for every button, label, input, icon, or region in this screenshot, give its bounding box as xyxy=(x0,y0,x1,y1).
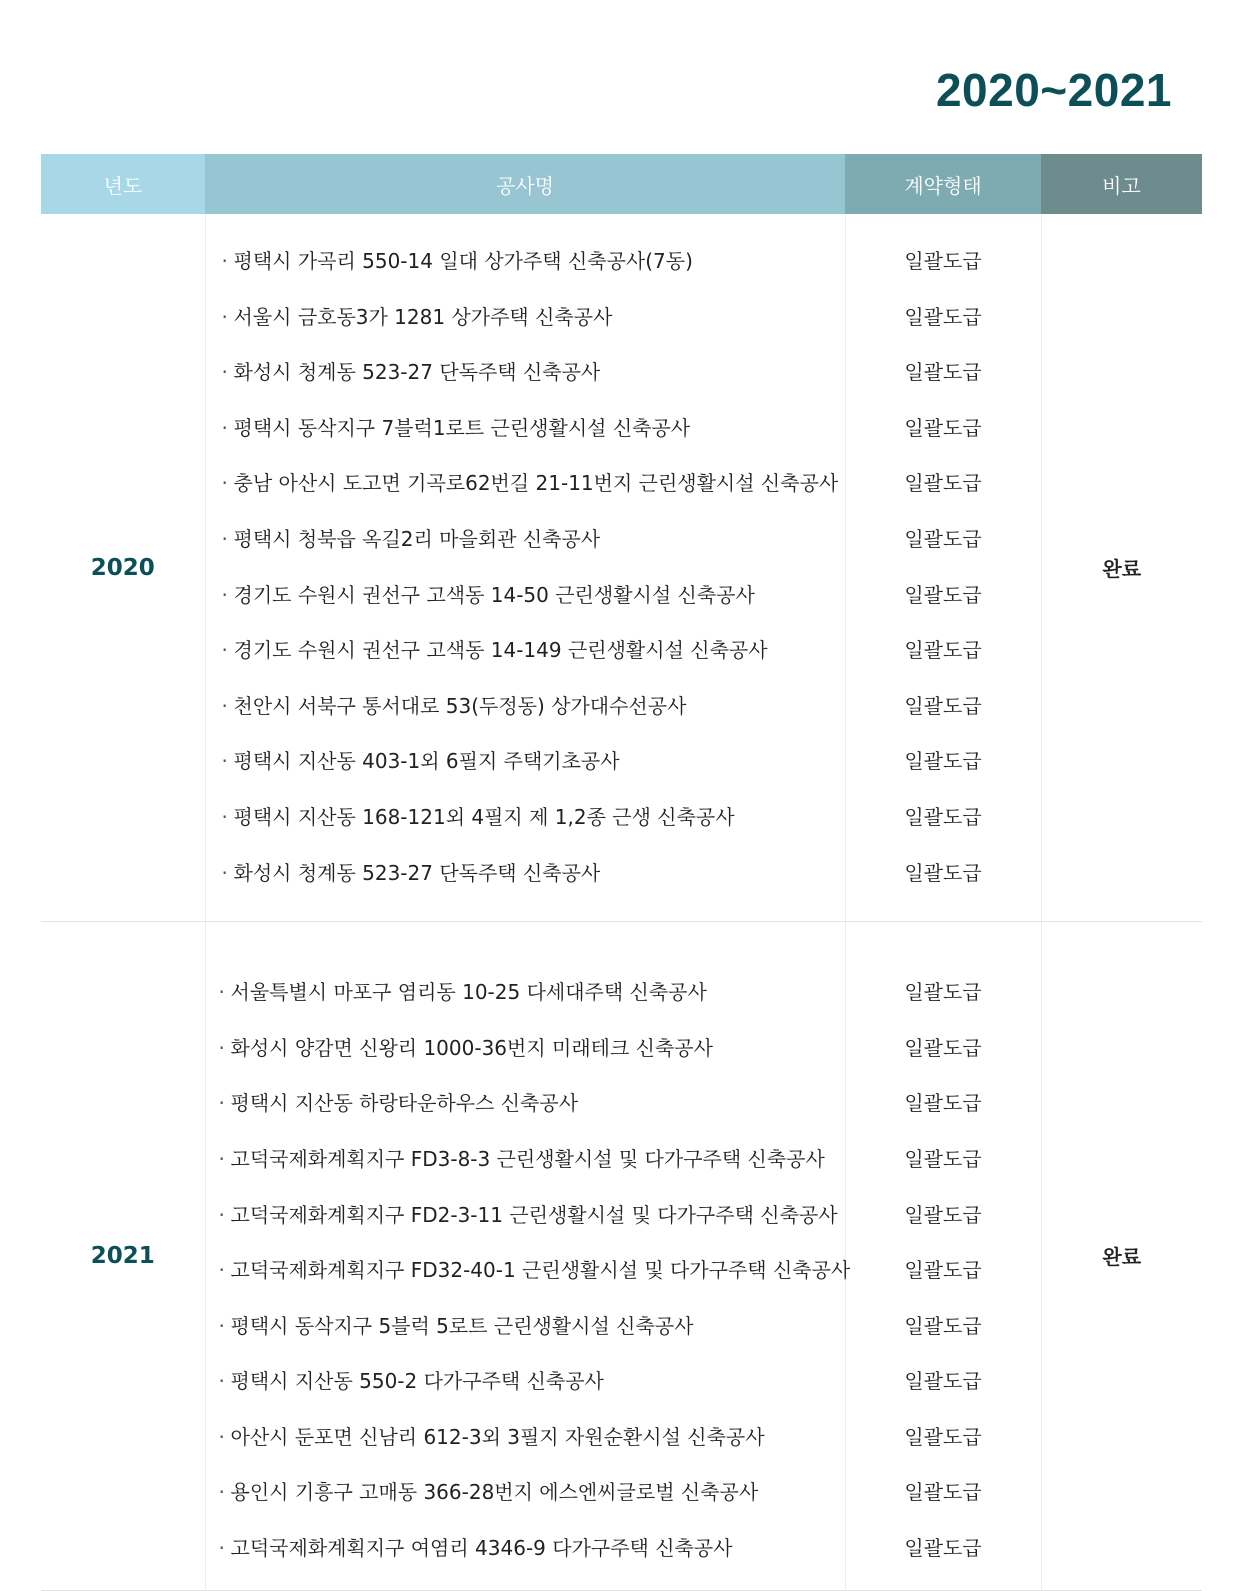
project-name-item: · 화성시 청계동 523-27 단독주택 신축공사 xyxy=(206,846,845,902)
project-name-item: · 평택시 가곡리 550-14 일대 상가주택 신축공사(7동) xyxy=(206,234,845,290)
table-row xyxy=(41,214,1202,922)
contract-type-cell xyxy=(845,214,1041,922)
contract-type-item: 일괄도급 xyxy=(904,1091,982,1116)
contract-type-item: 일괄도급 xyxy=(904,980,982,1005)
contract-type-item: 일괄도급 xyxy=(904,860,982,885)
project-name-item: · 고덕국제화계획지구 여염리 4346-9 다가구주택 신축공사 xyxy=(206,1521,845,1577)
contract-type-item: 일괄도급 xyxy=(904,1313,982,1338)
project-name-item: · 평택시 청북읍 옥길2리 마을회관 신축공사 xyxy=(206,512,845,568)
contract-type-item: 일괄도급 xyxy=(904,415,982,440)
contract-type-list xyxy=(846,214,1041,921)
status-label: 완료 xyxy=(1102,557,1142,582)
contract-type-item: 일괄도급 xyxy=(904,638,982,663)
contract-type-item: 일괄도급 xyxy=(904,1424,982,1449)
project-name-item: · 화성시 양감면 신왕리 1000-36번지 미래테크 신축공사 xyxy=(206,1021,845,1077)
contract-type-item: 일괄도급 xyxy=(904,304,982,329)
project-name-item: · 평택시 동삭지구 7블럭1로트 근린생활시설 신축공사 xyxy=(206,401,845,457)
year-cell: 2020 xyxy=(41,214,205,922)
contract-type-item: 일괄도급 xyxy=(904,1146,982,1171)
contract-type-item: 일괄도급 xyxy=(904,693,982,718)
project-name-item: · 충남 아산시 도고면 기곡로62번길 21-11번지 근린생활시설 신축공사 xyxy=(206,456,845,512)
status-label: 완료 xyxy=(1102,1245,1142,1270)
project-name-item: · 평택시 지산동 168-121외 4필지 제 1,2종 근생 신축공사 xyxy=(206,790,845,846)
contract-type-item: 일괄도급 xyxy=(904,582,982,607)
contract-type-item: 일괄도급 xyxy=(904,471,982,496)
project-name-item: · 서울특별시 마포구 염리동 10-25 다세대주택 신축공사 xyxy=(206,965,845,1021)
contract-type-item: 일괄도급 xyxy=(904,1536,982,1561)
table-header-row xyxy=(41,154,1202,214)
note-cell xyxy=(1041,214,1202,922)
header-note: 비고 xyxy=(1041,154,1202,214)
project-name-list xyxy=(206,214,845,921)
project-name-item: · 서울시 금호동3가 1281 상가주택 신축공사 xyxy=(206,290,845,346)
project-name-item: · 평택시 지산동 403-1외 6필지 주택기초공사 xyxy=(206,734,845,790)
project-name-cell xyxy=(205,922,851,1591)
project-name-list xyxy=(206,922,851,1590)
contract-type-item: 일괄도급 xyxy=(904,804,982,829)
project-name-item: · 평택시 지산동 550-2 다가구주택 신축공사 xyxy=(206,1354,845,1410)
contract-type-cell xyxy=(845,922,1041,1591)
page-title: 2020~2021 xyxy=(935,64,1172,116)
project-name-item: · 화성시 청계동 523-27 단독주택 신축공사 xyxy=(206,345,845,401)
project-name-item: · 아산시 둔포면 신남리 612-3외 3필지 자원순환시설 신축공사 xyxy=(206,1410,845,1466)
project-name-item: · 용인시 기흥구 고매동 366-28번지 에스엔씨글로벌 신축공사 xyxy=(206,1465,845,1521)
header-contract-type: 계약형태 xyxy=(845,154,1041,214)
project-name-item: · 천안시 서북구 통서대로 53(두정동) 상가대수선공사 xyxy=(206,679,845,735)
year-cell: 2021 xyxy=(41,922,205,1591)
contract-type-item: 일괄도급 xyxy=(904,526,982,551)
project-name-item: · 경기도 수원시 권선구 고색동 14-149 근린생활시설 신축공사 xyxy=(206,623,845,679)
table-row xyxy=(41,922,1202,1591)
table-body xyxy=(41,214,1202,1590)
contract-type-item: 일괄도급 xyxy=(904,1035,982,1060)
construction-history-table xyxy=(41,154,1202,1591)
project-name-cell xyxy=(205,214,845,922)
note-cell xyxy=(1041,922,1202,1591)
project-name-item: · 평택시 동삭지구 5블럭 5로트 근린생활시설 신축공사 xyxy=(206,1299,845,1355)
project-name-item: · 평택시 지산동 하랑타운하우스 신축공사 xyxy=(206,1076,845,1132)
contract-type-item: 일괄도급 xyxy=(904,249,982,273)
header-project-name: 공사명 xyxy=(205,154,845,214)
contract-type-item: 일괄도급 xyxy=(904,749,982,774)
table-header xyxy=(41,154,1202,214)
project-name-item: · 고덕국제화계획지구 FD32-40-1 근린생활시설 및 다가구주택 신축공사 xyxy=(206,1243,845,1299)
contract-type-item: 일괄도급 xyxy=(904,360,982,385)
contract-type-item: 일괄도급 xyxy=(904,1369,982,1394)
contract-type-item: 일괄도급 xyxy=(904,1480,982,1505)
header-year: 년도 xyxy=(41,154,205,214)
contract-type-list xyxy=(846,922,1041,1590)
contract-type-item: 일괄도급 xyxy=(904,1258,982,1283)
contract-type-item: 일괄도급 xyxy=(904,1202,982,1227)
project-name-item: · 고덕국제화계획지구 FD3-8-3 근린생활시설 및 다가구주택 신축공사 xyxy=(206,1132,845,1188)
project-name-item: · 경기도 수원시 권선구 고색동 14-50 근린생활시설 신축공사 xyxy=(206,568,845,624)
project-name-item: · 고덕국제화계획지구 FD2-3-11 근린생활시설 및 다가구주택 신축공사 xyxy=(206,1188,845,1244)
